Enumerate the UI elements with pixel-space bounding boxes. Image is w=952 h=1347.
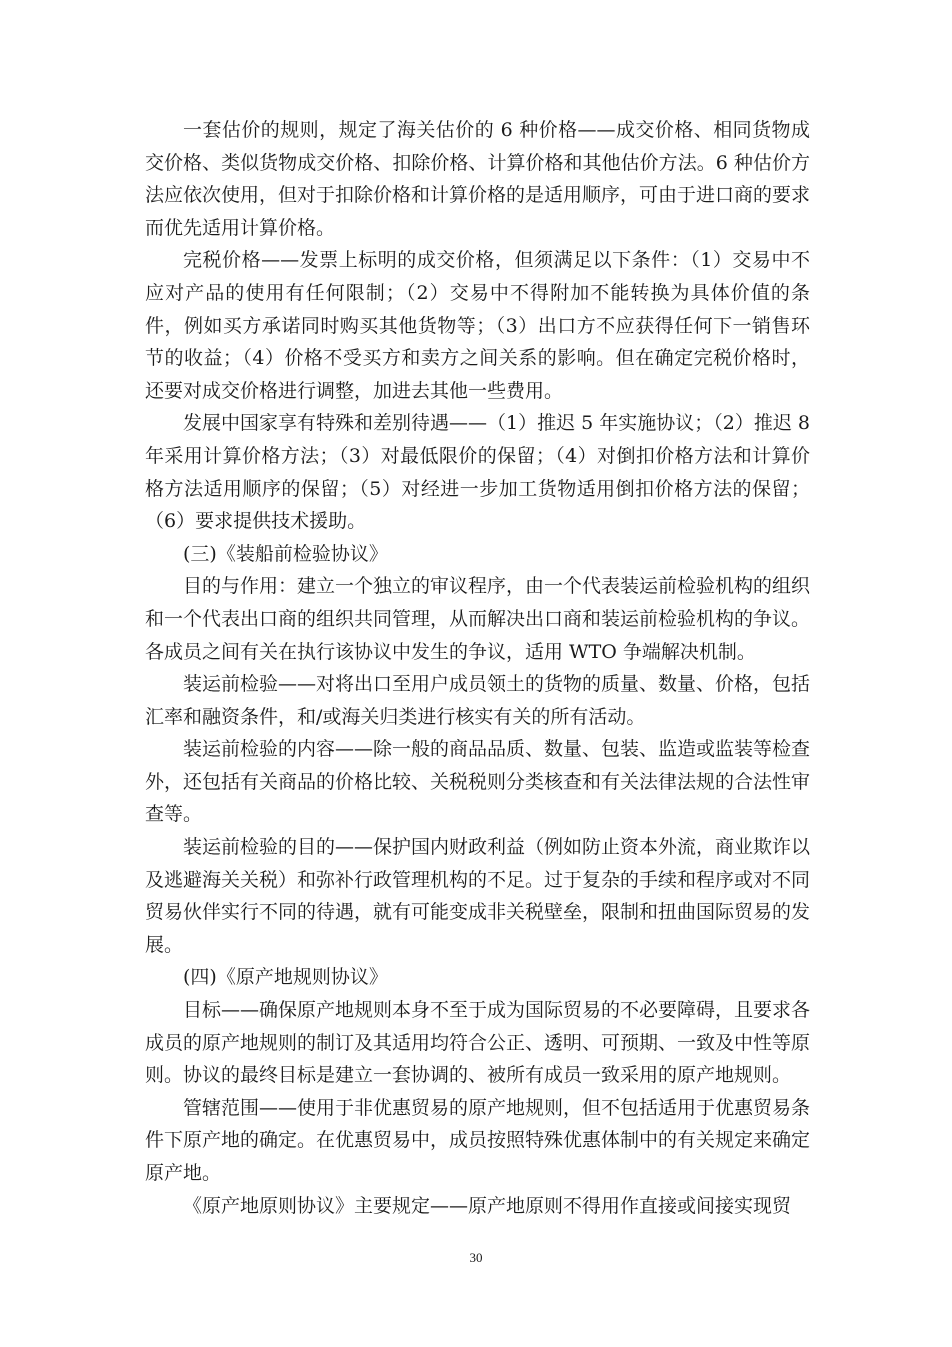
- paragraph-inspection-purpose: 装运前检验的目的——保护国内财政利益（例如防止资本外流，商业欺诈以及逃避海关关税）和弥补行政管理机构的不足。过于复杂的手续和程序或对不同贸易伙伴实行不同的待遇，就有可能变成非关税壁垒，限制和扭曲国际贸易的发展。: [145, 836, 811, 956]
- page-number: 30: [469, 1250, 483, 1265]
- paragraph-customs-valuation-rules: 一套估价的规则，规定了海关估价的 6 种价格——成交价格、相同货物成交价格、类似货物成交价格、扣除价格、计算价格和其他估价方法。6 种估价方法应依次使用，但对于扣除价格和计算价格的是适用顺序，可由于进口商的要求而优先适用计算价格。: [145, 119, 811, 239]
- paragraph-preshipment-definition: 装运前检验——对将出口至用户成员领土的货物的质量、数量、价格，包括汇率和融资条件，和/或海关归类进行核实有关的所有活动。: [145, 673, 811, 728]
- paragraph-inspection-content: 装运前检验的内容——除一般的商品品质、数量、包装、监造或监装等检查外，还包括有关商品的价格比较、关税税则分类核查和有关法律法规的合法性审查等。: [145, 738, 811, 826]
- heading-preshipment-inspection: (三)《装船前检验协议》: [183, 542, 388, 565]
- body-text: [145, 114, 810, 1222]
- paragraph-origin-main-provisions: 《原产地原则协议》主要规定——原产地原则不得用作直接或间接实现贸: [183, 1194, 792, 1217]
- heading-rules-of-origin: (四)《原产地规则协议》: [183, 966, 388, 989]
- paragraph-dutiable-value: 完税价格——发票上标明的成交价格，但须满足以下条件：（1）交易中不应对产品的使用有任何限制；（2）交易中不得附加不能转换为具体价值的条件，例如买方承诺同时购买其他货物等；（3）出口方不应获得任何下一销售环节的收益；（4）价格不受买方和卖方之间关系的影响。但在确定完税价格时，还要对成交价格进行调整，加进去其他一些费用。: [145, 249, 810, 402]
- paragraph-origin-scope: 管辖范围——使用于非优惠贸易的原产地规则，但不包括适用于优惠贸易条件下原产地的确定。在优惠贸易中，成员按照特殊优惠体制中的有关规定来确定原产地。: [145, 1096, 811, 1184]
- paragraph-purpose-and-role: 目的与作用：建立一个独立的审议程序，由一个代表装运前检验机构的组织和一个代表出口商的组织共同管理，从而解决出口商和装运前检验机构的争议。各成员之间有关在执行该协议中发生的争议，适用 WTO 争端解决机制。: [145, 575, 811, 663]
- paragraph-developing-countries: 发展中国家享有特殊和差别待遇——（1）推迟 5 年实施协议；（2）推迟 8 年采用计算价格方法；（3）对最低限价的保留；（4）对倒扣价格方法和计算价格方法适用顺序的保留；（5）对经进一步加工货物适用倒扣价格方法的保留；（6）要求提供技术援助。: [145, 412, 810, 533]
- paragraph-origin-objective: 目标——确保原产地规则本身不至于成为国际贸易的不必要障碍，且要求各成员的原产地规则的制订及其适用均符合公正、透明、可预期、一致及中性等原则。协议的最终目标是建立一套协调的、被所有成员一致采用的原产地规则。: [145, 999, 811, 1087]
